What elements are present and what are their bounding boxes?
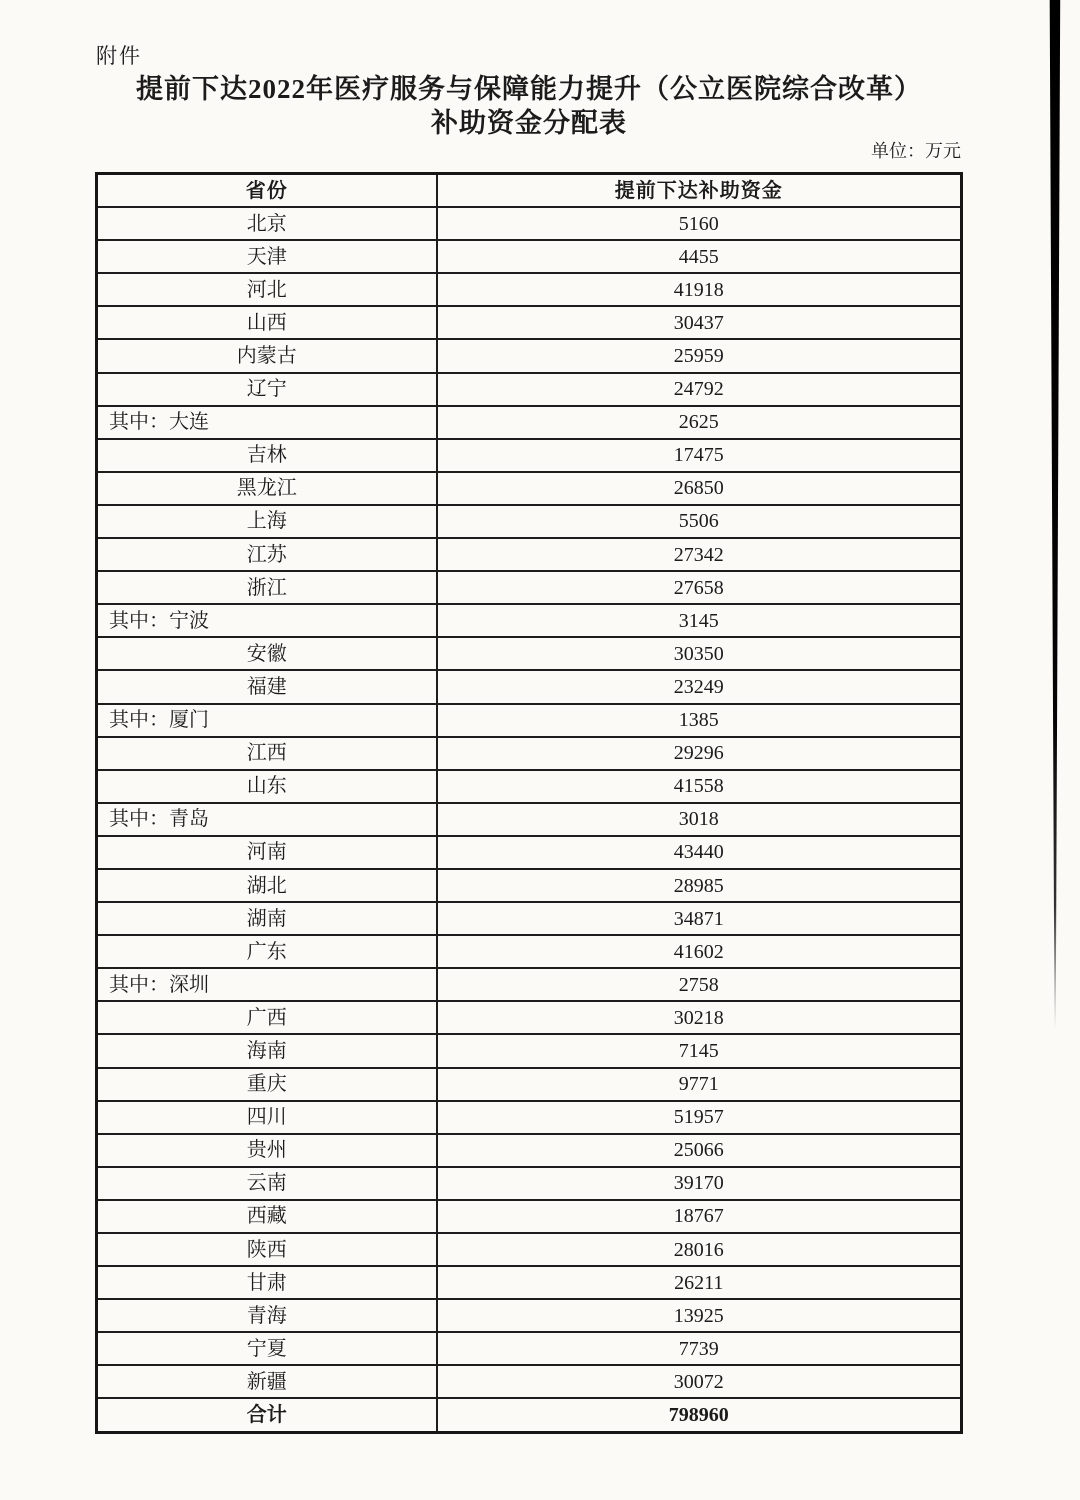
table-row [97,373,962,406]
table-row [97,935,962,968]
table-row [97,505,962,538]
table-row [97,1167,962,1200]
province-cell: 广东 [97,935,437,968]
document-title [95,72,963,140]
amount-cell: 29296 [437,737,962,770]
province-cell: 浙江 [97,571,437,604]
province-cell: 江苏 [97,538,437,571]
amount-cell: 25959 [437,339,962,372]
amount-cell: 28985 [437,869,962,902]
table-row [97,737,962,770]
table-row [97,1365,962,1398]
table-row [97,836,962,869]
table-row [97,406,962,439]
table-row [97,1001,962,1034]
province-cell: 河南 [97,836,437,869]
amount-cell: 34871 [437,902,962,935]
title-line-2: 补助资金分配表 [431,108,627,138]
province-cell: 青海 [97,1299,437,1332]
province-cell: 四川 [97,1101,437,1134]
province-cell: 宁夏 [97,1332,437,1365]
table-row [97,968,962,1001]
province-cell: 海南 [97,1034,437,1067]
amount-cell: 2625 [437,406,962,439]
province-cell: 山西 [97,306,437,339]
amount-cell: 3145 [437,604,962,637]
province-cell: 安徽 [97,637,437,670]
table-row [97,538,962,571]
province-cell: 云南 [97,1167,437,1200]
title-line-1: 提前下达2022年医疗服务与保障能力提升（公立医院综合改革） [136,74,922,104]
table-row [97,803,962,836]
table-row [97,1332,962,1365]
table-row [97,869,962,902]
amount-cell: 41918 [437,273,962,306]
amount-cell: 30437 [437,306,962,339]
amount-cell: 5160 [437,207,962,240]
province-cell: 其中：宁波 [97,604,437,637]
amount-cell: 9771 [437,1068,962,1101]
province-cell: 黑龙江 [97,472,437,505]
table-row [97,1134,962,1167]
province-cell: 广西 [97,1001,437,1034]
amount-cell: 41602 [437,935,962,968]
province-cell: 其中：青岛 [97,803,437,836]
table-body [97,207,962,1432]
amount-cell: 17475 [437,439,962,472]
table-row [97,902,962,935]
table-row [97,1299,962,1332]
table-row [97,1101,962,1134]
amount-cell: 4455 [437,240,962,273]
scan-edge-artifact [1047,0,1062,1030]
amount-cell: 23249 [437,670,962,703]
unit-note: 单位：万元 [871,141,961,161]
amount-cell: 25066 [437,1134,962,1167]
province-cell: 西藏 [97,1200,437,1233]
table-row [97,704,962,737]
amount-cell: 43440 [437,836,962,869]
province-cell: 河北 [97,273,437,306]
province-cell: 福建 [97,670,437,703]
province-cell: 湖南 [97,902,437,935]
table-row [97,207,962,240]
col-header-province: 省份 [97,174,437,208]
amount-cell: 30218 [437,1001,962,1034]
amount-cell: 2758 [437,968,962,1001]
table-row [97,306,962,339]
allocation-table [95,172,963,1434]
amount-cell: 51957 [437,1101,962,1134]
amount-cell: 41558 [437,770,962,803]
amount-cell: 27342 [437,538,962,571]
table-row [97,1200,962,1233]
table-row [97,339,962,372]
province-cell: 湖北 [97,869,437,902]
table-row [97,1266,962,1299]
col-header-amount: 提前下达补助资金 [437,174,962,208]
table-row [97,240,962,273]
province-cell: 辽宁 [97,373,437,406]
amount-cell: 7739 [437,1332,962,1365]
total-row [97,1398,962,1432]
amount-cell: 27658 [437,571,962,604]
province-cell: 山东 [97,770,437,803]
province-cell: 贵州 [97,1134,437,1167]
province-cell: 天津 [97,240,437,273]
province-cell: 新疆 [97,1365,437,1398]
total-amount-cell: 798960 [437,1398,962,1432]
table-row [97,770,962,803]
table-header-row [97,174,962,208]
province-cell: 江西 [97,737,437,770]
total-label-cell: 合计 [97,1398,437,1432]
table-row [97,571,962,604]
province-cell: 其中：厦门 [97,704,437,737]
province-cell: 甘肃 [97,1266,437,1299]
province-cell: 上海 [97,505,437,538]
table-row [97,604,962,637]
amount-cell: 13925 [437,1299,962,1332]
table-row [97,1068,962,1101]
amount-cell: 26850 [437,472,962,505]
table-row [97,439,962,472]
province-cell: 吉林 [97,439,437,472]
province-cell: 北京 [97,207,437,240]
table-row [97,670,962,703]
province-cell: 内蒙古 [97,339,437,372]
amount-cell: 24792 [437,373,962,406]
amount-cell: 18767 [437,1200,962,1233]
table-row [97,1034,962,1067]
amount-cell: 30072 [437,1365,962,1398]
province-cell: 陕西 [97,1233,437,1266]
attachment-label: 附件 [96,44,142,68]
table-row [97,273,962,306]
province-cell: 重庆 [97,1068,437,1101]
amount-cell: 3018 [437,803,962,836]
province-cell: 其中：深圳 [97,968,437,1001]
amount-cell: 5506 [437,505,962,538]
amount-cell: 30350 [437,637,962,670]
amount-cell: 26211 [437,1266,962,1299]
table-row [97,472,962,505]
amount-cell: 7145 [437,1034,962,1067]
amount-cell: 28016 [437,1233,962,1266]
table-row [97,1233,962,1266]
amount-cell: 39170 [437,1167,962,1200]
amount-cell: 1385 [437,704,962,737]
province-cell: 其中：大连 [97,406,437,439]
table-row [97,637,962,670]
